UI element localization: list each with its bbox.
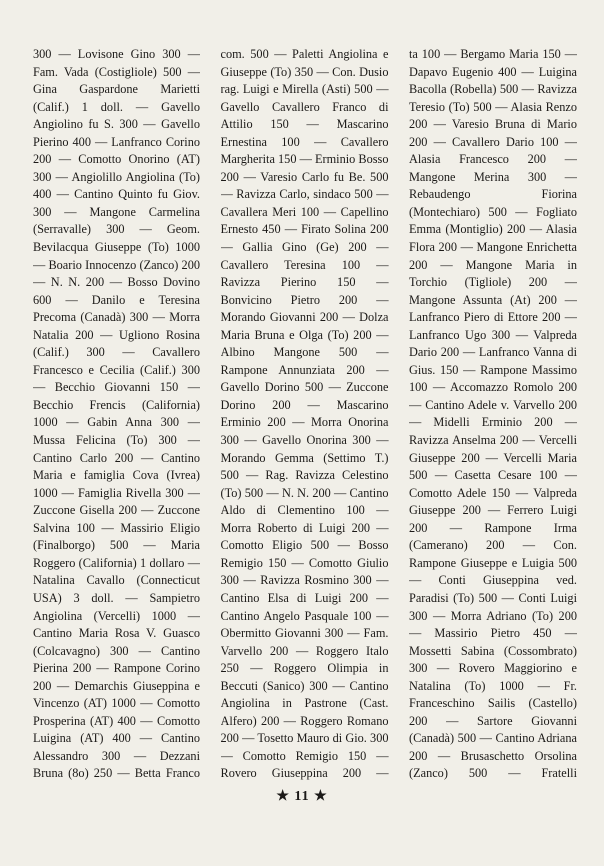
text-column-3: ta 100 — Bergamo Maria 150 — Dapavo Eugenio 400 — Luigina Bacolla (Robella) 500 — Ravizza Teresio (To) 500 — Alasia Renzo 200 — Varesio Bruna di Mario 200 — Cavallero Dario 100 — Alasia Francesco 200 — Mangone Merina 300 — Rebaudengo Fiorina (Montechiaro) 500 — Fogliato Emma (Montiglio) 200 — Alasia Flora 200 — Mangone Enrichetta 200 — Mangone Maria in Torchio (Tigliole) 200 — Mangone Assunta (At) 200 — Lanfranco Piero di Ettore 200 — Lanfranco Ugo 300 — Valpreda Dario 200 — Lanfranco Vanna di Gius. 150 — Rampone Massimo 100 — Accomazzo Romolo 200 — Cantino Adele v. Varvello 200 — Midelli Erminio 200 — Ravizza Anselma 200 — Vercelli Giuseppe 200 — Vercelli Maria 500 — Casetta Cesare 100 — Comotto Adele 150 — Valpreda Giuseppe 200 — Ferrero Luigi 200 — Rampone Irma (Camerano) 200 — Con. Rampone Giuseppe e Luigia 500 — Conti Giuseppina ved. Paradisi (To) 500 — Conti Luigi 300 — Morra Adriano (To) 200 — Massirio Pietro 450 — Mossetti Sabina (Cossombrato) 300 — Rovero Maggiorino e Natalina (To) 1000 — Fr. Franceschino Sailis (Castello) 200 — Sartore Giovanni (Canadà) 500 — Cantino Adriana 200 — Brusaschetto Orsolina (Zanco) 500 — Fratelli: [409, 47, 577, 781]
text-column-2: com. 500 — Paletti Angiolina e Giuseppe (To) 350 — Con. Dusio rag. Luigi e Mirella (Asti) 500 — Gavello Cavallero Franco di Attilio 150 — Mascarino Ernestina 100 — Cavallero Margherita 150 — Erminio Bosso 200 — Varesio Carlo fu Be. 500 — Ravizza Carlo, sindaco 500 — Cavallera Meri 100 — Capellino Ernesto 450 — Firato Solina 200 — Gallia Gino (Ge) 200 — Cavallero Teresina 100 — Ravizza Pierino 150 — Bonvicino Pietro 200 — Morando Giovanni 200 — Dolza Maria Bruna e Olga (To) 200 — Albino Mangone 500 — Rampone Annunziata 200 — Gavello Dorino 500 — Zuccone Dorino 200 — Mascarino Erminio 200 — Morra Onorina 300 — Gavello Onorina 300 — Morando Gemma (Settimo T.) 500 — Rag. Ravizza Celestino (To) 500 — N. N. 200 — Cantino Aldo di Clementino 100 — Morra Roberto di Luigi 200 — Comotto Eligio 500 — Bosso Remigio 150 — Comotto Giulio 300 — Ravizza Rosmino 300 — Cantino Elsa di Luigi 200 — Cantino Angelo Pasquale 100 — Obermitto Giovanni 300 — Fam. Varvello 200 — Roggero Italo 250 — Roggero Olimpia in Beccuti (Sanico) 300 — Cantino Angiolina in Pastrone (Cast. Alfero) 200 — Roggero Romano 200 — Tosetto Mauro di Gio. 300 — Comotto Remigio 150 — Rovero Giuseppina 200 —: [220, 47, 389, 781]
page-number: ★ 11 ★: [276, 789, 328, 804]
text-columns: [33, 46, 577, 782]
text-column-1: 300 — Lovisone Gino 300 — Fam. Vada (Costigliole) 500 — Gina Gaspardone Marietti (Calif.) 1 doll. — Gavello Angiolino fu S. 300 — Gavello Pierino 400 — Lanfranco Corino 200 — Comotto Onorino (AT) 300 — Angiolillo Angiolina (To) 400 — Cantino Quinto fu Giov. 300 — Mangone Carmelina (Serravalle) 300 — Geom. Bevilacqua Giuseppe (To) 1000 — Boario Innocenzo (Zanco) 200 — N. N. 200 — Bosso Dovino 600 — Danilo e Teresina Precoma (Canadà) 300 — Morra Natalia 200 — Ugliono Rosina (Calif.) 300 — Cavallero Francesco e Cecilia (Calif.) 300 — Becchio Giovanni 150 — Becchio Frencis (California) 1000 — Gabin Anna 300 — Mussa Felicina (To) 300 — Cantino Carlo 200 — Cantino Maria e famiglia Cova (Ivrea) 1000 — Famiglia Rivella 300 — Zuccone Gisella 200 — Zuccone Salvina 100 — Massirio Eligio (Finalborgo) 500 — Maria Roggero (California) 1 dollaro — Natalina Cavallo (Connecticut USA) 3 doll. — Sampietro Angiolina (Vercelli) 1000 — Cantino Maria Rosa V. Guasco (Colcavagno) 300 — Cantino Pierina 200 — Rampone Corino 200 — Demarchis Giuseppina e Vincenzo (AT) 1000 — Comotto Prosperina (AT) 400 — Comotto Luigina (AT) 400 — Cantino Alessandro 300 — Dezzani Bruna (8o) 250 — Betta Franco: [33, 47, 200, 781]
